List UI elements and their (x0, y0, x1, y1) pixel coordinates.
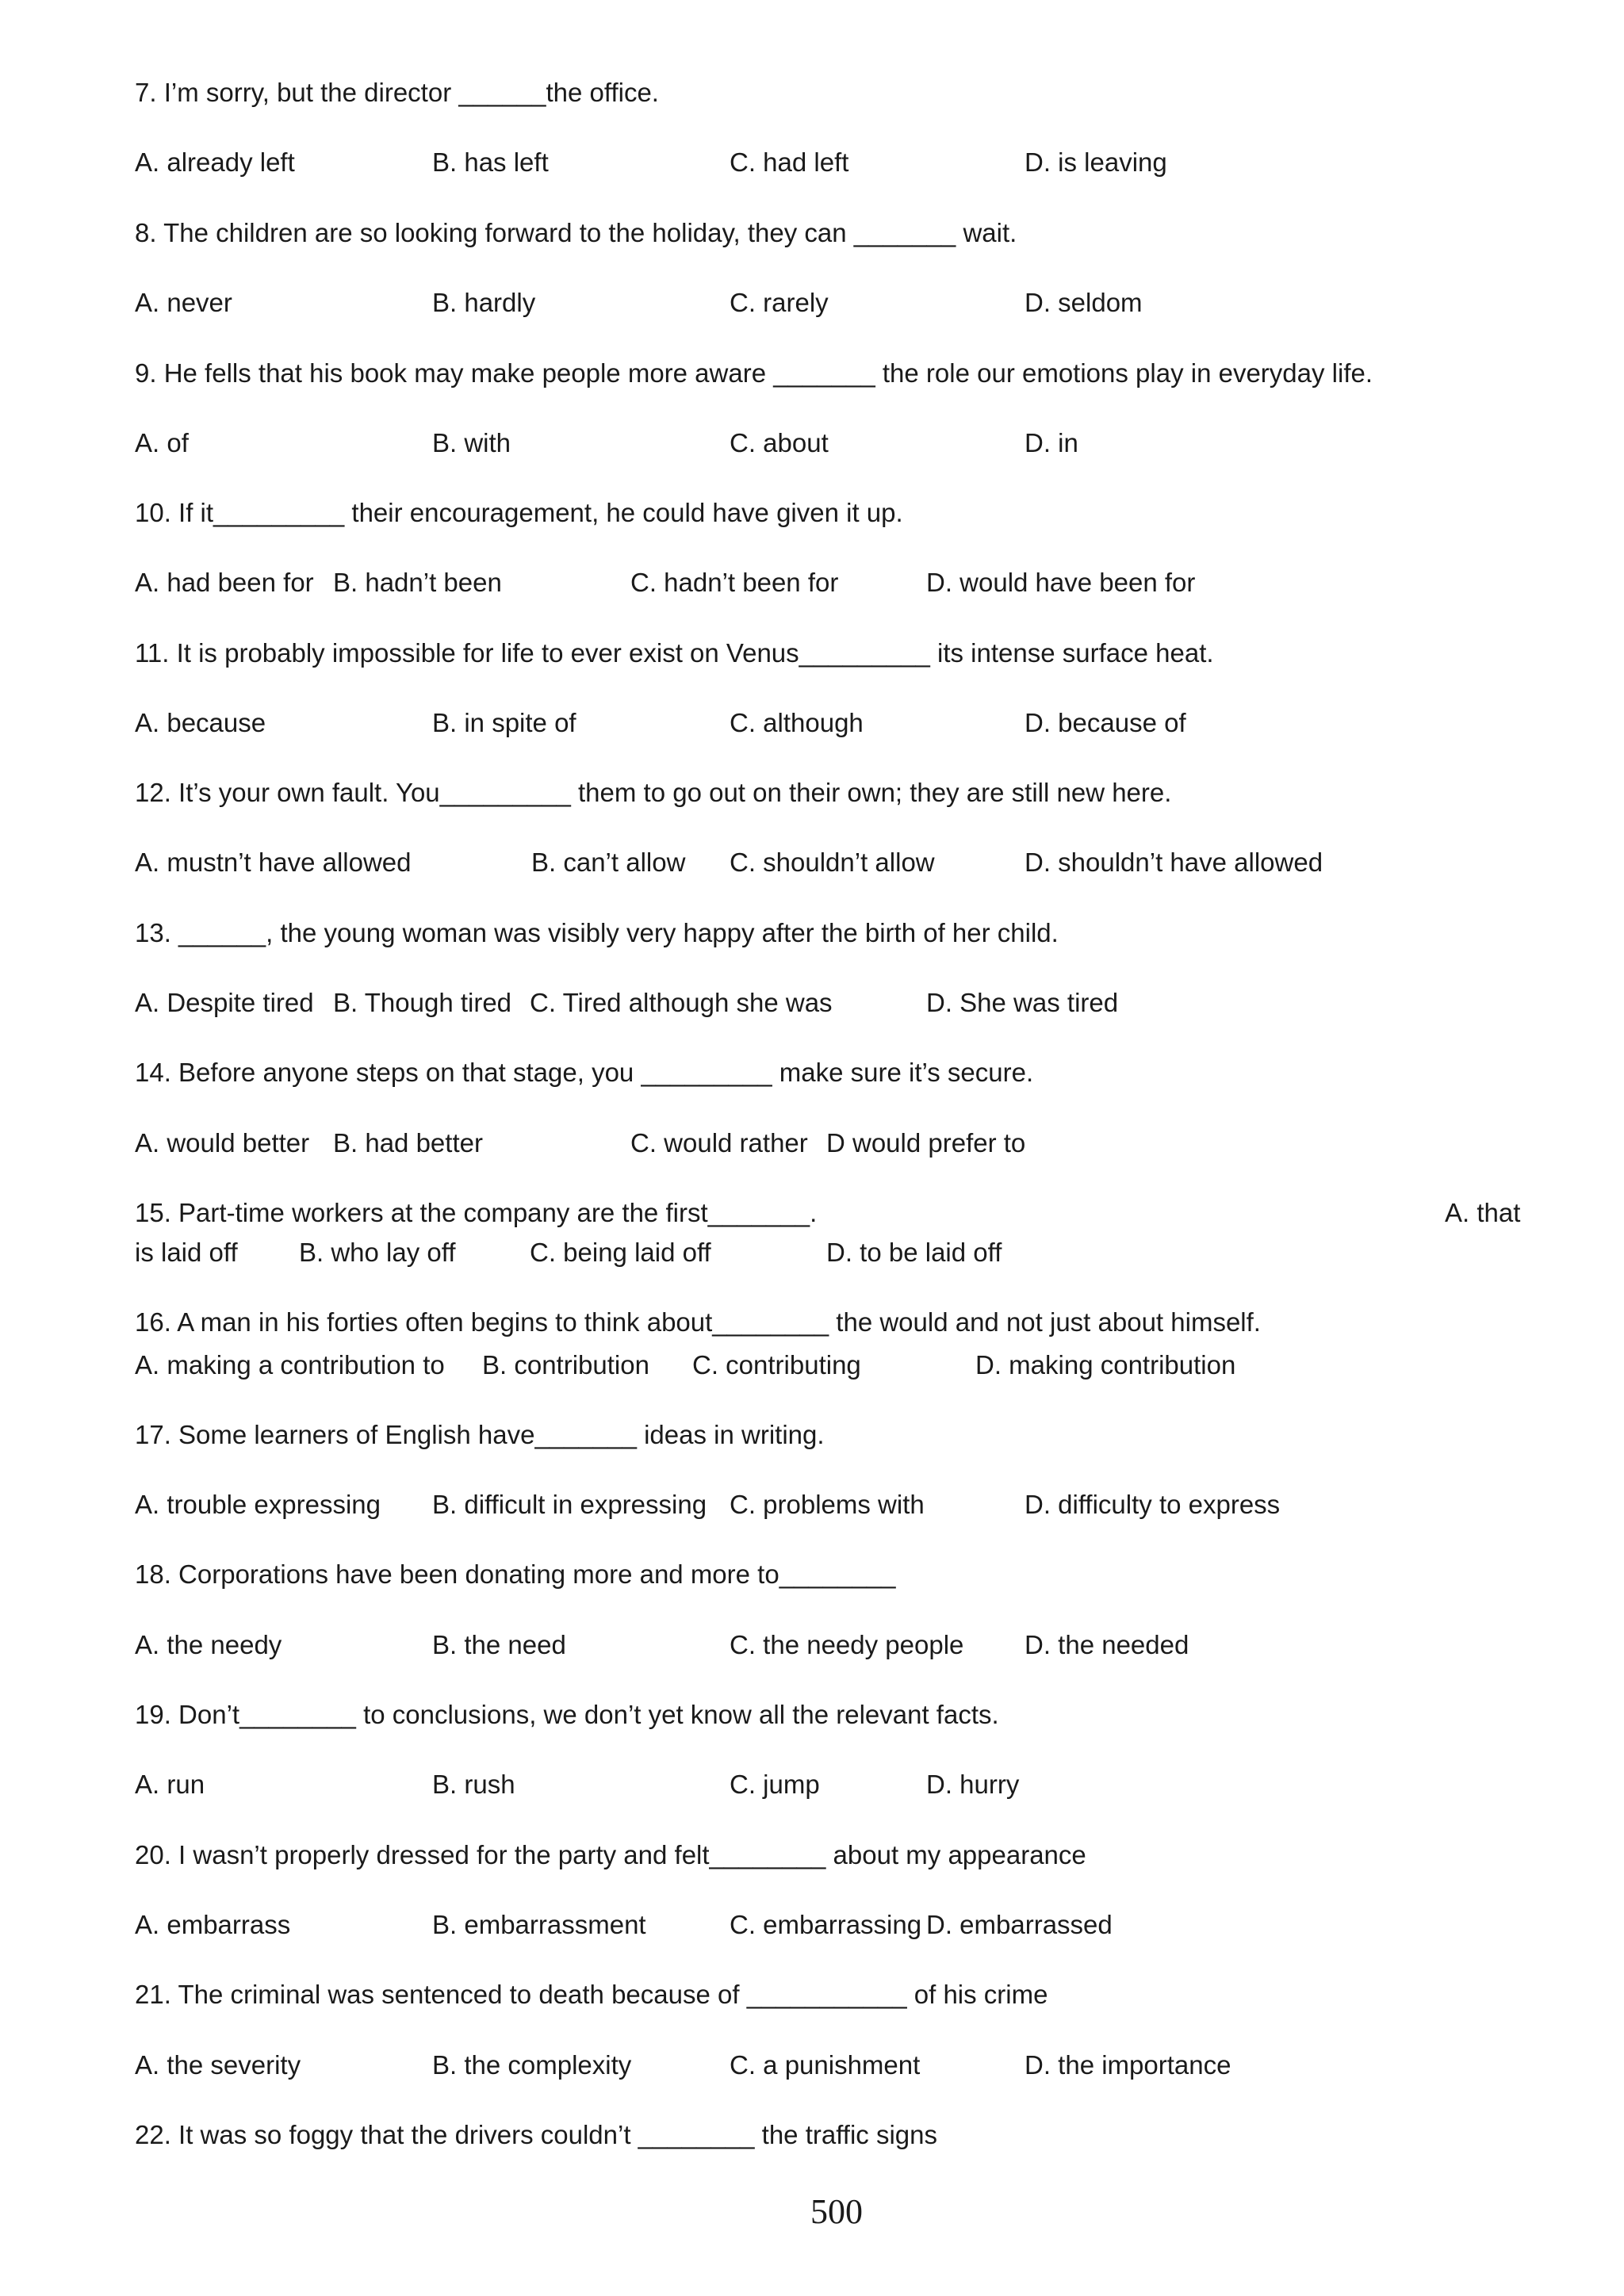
option-12-c: C. shouldn’t allow (730, 848, 935, 877)
question-20: 20. I wasn’t properly dressed for the party and felt________ about my appearance (135, 1840, 1086, 1869)
option-15-b: B. who lay off (299, 1238, 456, 1267)
option-18-c: C. the needy people (730, 1630, 964, 1659)
question-9: 9. He fells that his book may make people more aware _______ the role our emotions play in everyday life. (135, 358, 1373, 388)
option-10-c: C. hadn’t been for (630, 568, 839, 597)
option-12-b: B. can’t allow (531, 848, 686, 877)
option-8-b: B. hardly (432, 288, 536, 317)
option-16-b: B. contribution (482, 1350, 649, 1380)
option-14-b: B. had better (333, 1128, 483, 1158)
option-12-a: A. mustn’t have allowed (135, 848, 412, 877)
question-12: 12. It’s your own fault. You_________ them to go out on their own; they are still new here. (135, 778, 1172, 807)
option-14-d: D would prefer to (826, 1128, 1026, 1158)
option-17-a: A. trouble expressing (135, 1490, 381, 1519)
option-12-d: D. shouldn’t have allowed (1025, 848, 1323, 877)
option-17-d: D. difficulty to express (1025, 1490, 1281, 1519)
page-number: 500 (810, 2192, 863, 2231)
question-10: 10. If it_________ their encouragement, he could have given it up. (135, 498, 903, 527)
option-9-d: D. in (1025, 428, 1078, 457)
question-8: 8. The children are so looking forward to the holiday, they can _______ wait. (135, 218, 1017, 247)
option-21-d: D. the importance (1025, 2050, 1231, 2080)
option-7-d: D. is leaving (1025, 147, 1167, 177)
option-10-b: B. hadn’t been (333, 568, 502, 597)
option-21-a: A. the severity (135, 2050, 301, 2080)
option-15-d: D. to be laid off (826, 1238, 1002, 1267)
question-21: 21. The criminal was sentenced to death because of ___________ of his crime (135, 1980, 1048, 2009)
question-18: 18. Corporations have been donating more and more to________ (135, 1559, 896, 1589)
option-8-a: A. never (135, 288, 232, 317)
question-22: 22. It was so foggy that the drivers couldn’t ________ the traffic signs (135, 2120, 937, 2149)
option-16-c: C. contributing (692, 1350, 861, 1380)
option-18-a: A. the needy (135, 1630, 282, 1659)
question-14: 14. Before anyone steps on that stage, you _________ make sure it’s secure. (135, 1058, 1034, 1087)
option-20-d: D. embarrassed (926, 1910, 1113, 1939)
option-13-b: B. Though tired (333, 988, 512, 1017)
option-19-c: C. jump (730, 1770, 820, 1799)
option-7-c: C. had left (730, 147, 849, 177)
option-19-b: B. rush (432, 1770, 515, 1799)
option-17-b: B. difficult in expressing (432, 1490, 707, 1519)
option-18-b: B. the need (432, 1630, 566, 1659)
question-17: 17. Some learners of English have_______ ideas in writing. (135, 1420, 825, 1449)
option-15-a: A. that (1445, 1198, 1521, 1227)
question-7: 7. I’m sorry, but the director ______the office. (135, 78, 659, 107)
option-15-c: C. being laid off (530, 1238, 711, 1267)
option-13-c: C. Tired although she was (530, 988, 833, 1017)
option-18-d: D. the needed (1025, 1630, 1189, 1659)
option-16-d: D. making contribution (975, 1350, 1236, 1380)
option-9-b: B. with (432, 428, 511, 457)
option-11-d: D. because of (1025, 708, 1186, 737)
option-11-b: B. in spite of (432, 708, 576, 737)
option-21-c: C. a punishment (730, 2050, 921, 2080)
question-19: 19. Don’t________ to conclusions, we don’t yet know all the relevant facts. (135, 1700, 999, 1729)
option-11-a: A. because (135, 708, 266, 737)
option-13-a: A. Despite tired (135, 988, 314, 1017)
option-19-d: D. hurry (926, 1770, 1020, 1799)
option-21-b: B. the complexity (432, 2050, 632, 2080)
option-7-b: B. has left (432, 147, 549, 177)
option-19-a: A. run (135, 1770, 205, 1799)
option-16-a: A. making a contribution to (135, 1350, 445, 1380)
option-9-c: C. about (730, 428, 829, 457)
question-15: 15. Part-time workers at the company are the first_______. (135, 1198, 818, 1227)
option-14-c: C. would rather (630, 1128, 808, 1158)
question-11: 11. It is probably impossible for life to ever exist on Venus_________ its intense surface heat. (135, 638, 1214, 668)
option-10-a: A. had been for (135, 568, 314, 597)
question-13: 13. ______, the young woman was visibly very happy after the birth of her child. (135, 918, 1059, 947)
option-13-d: D. She was tired (926, 988, 1119, 1017)
option-15-a-continued: is laid off (135, 1238, 238, 1267)
option-11-c: C. although (730, 708, 864, 737)
option-17-c: C. problems with (730, 1490, 925, 1519)
option-8-c: C. rarely (730, 288, 829, 317)
option-20-a: A. embarrass (135, 1910, 291, 1939)
question-16: 16. A man in his forties often begins to think about________ the would and not just about himself. (135, 1307, 1261, 1337)
option-10-d: D. would have been for (926, 568, 1196, 597)
option-20-c: C. embarrassing (730, 1910, 922, 1939)
option-14-a: A. would better (135, 1128, 310, 1158)
option-9-a: A. of (135, 428, 189, 457)
option-7-a: A. already left (135, 147, 295, 177)
option-8-d: D. seldom (1025, 288, 1143, 317)
option-20-b: B. embarrassment (432, 1910, 646, 1939)
